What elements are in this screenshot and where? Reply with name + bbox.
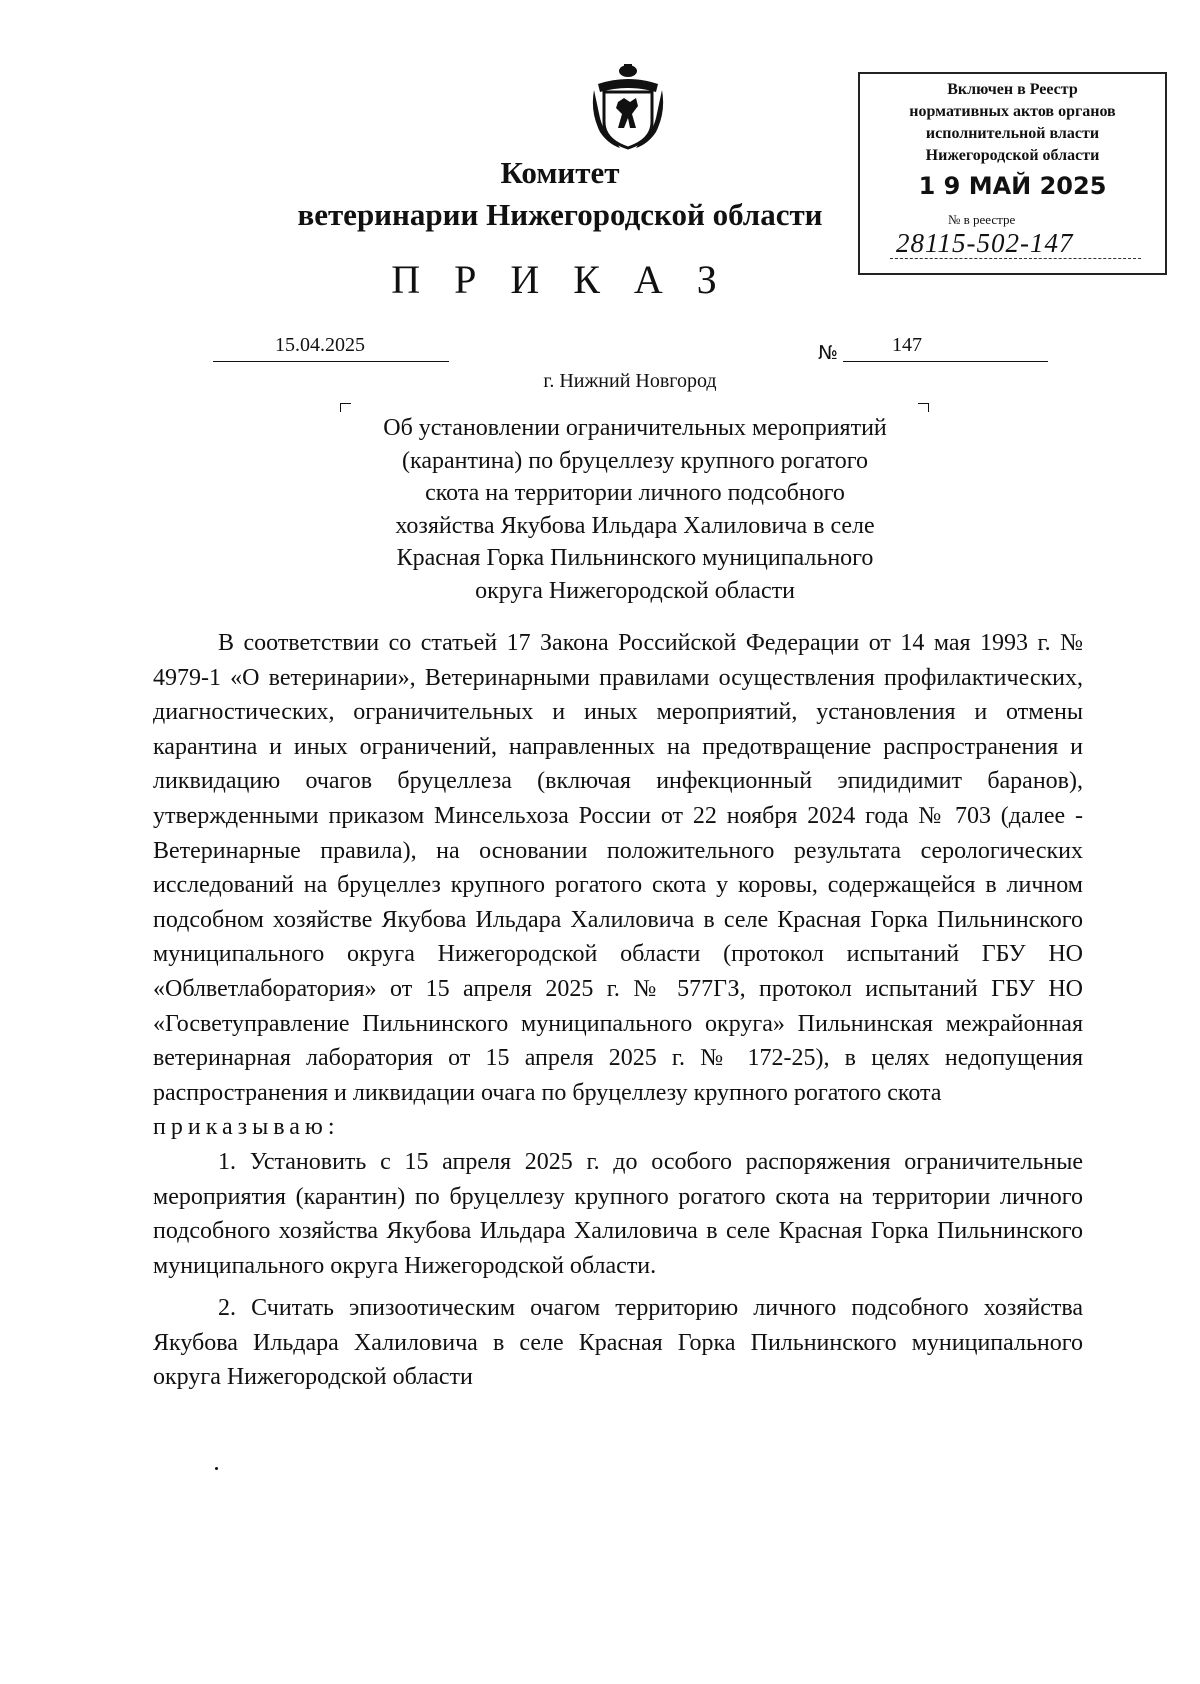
number-label: № xyxy=(818,342,838,364)
stamp-line: Нижегородской области xyxy=(925,147,1100,164)
order-date: 15.04.2025 xyxy=(275,334,365,356)
committee-full-name: ветеринарии Нижегородской области xyxy=(297,197,823,232)
stamp-registry-label: № в реестре xyxy=(948,212,1016,227)
stray-mark xyxy=(215,1467,218,1470)
date-underline xyxy=(213,361,449,362)
stamp-date: 1 9 МАЙ 2025 xyxy=(918,172,1107,200)
document-type: П Р И К А З xyxy=(391,257,729,302)
title-line: Красная Горка Пильнинского муниципального xyxy=(396,545,874,571)
stamp-divider xyxy=(890,258,1141,259)
number-underline xyxy=(843,361,1048,362)
title-corner-right xyxy=(918,403,929,412)
title-line: округа Нижегородской области xyxy=(475,577,795,604)
title-line: хозяйства Якубова Ильдара Халиловича в селе xyxy=(395,512,875,539)
title-line: скота на территории личного подсобного xyxy=(425,480,845,506)
order-word: приказываю: xyxy=(153,1114,340,1141)
title-corner-left xyxy=(340,403,351,412)
order-item-1: 1. Установить с 15 апреля 2025 г. до особого распоряжения ограничительные мероприятия (карантин) по бруцеллезу крупного рогатого скота на территории личного подсобного хозяйства Якубова Ильдара Халиловича в селе Красная Горка Пильнинского муниципального округа Нижегородской области. xyxy=(153,1148,1083,1279)
stamp-registry-number: 28115-502-147 xyxy=(896,228,1074,258)
city: г. Нижний Новгород xyxy=(543,370,717,392)
committee-name: Комитет xyxy=(500,155,620,190)
preamble-paragraph: В соответствии со статьей 17 Закона Российской Федерации от 14 мая 1993 г. № 4979-1 «О ветеринарии», Ветеринарными правилами осуществления профилактических, диагностических, ограничительных и иных мероприятий, установления и отмены карантина и иных ограничений, направленных на предотвращение распространения и ликвидацию очагов бруцеллеза (включая инфекционный эпидидимит баранов), утвержденными приказом Минсельхоза России от 22 ноября 2024 года № 703 (далее - Ветеринарные правила), на основании положительного результата серологических исследований на бруцеллез крупного рогатого скота у коровы, содержащейся в личном подсобном хозяйстве Якубова Ильдара Халиловича в селе Красная Горка Пильнинского муниципального округа Нижегородской области (протокол испытаний ГБУ НО «Облветлаборатория» от 15 апреля 2025 г. № 577ГЗ, протокол испытаний ГБУ НО «Госветуправление Пильнинского муниципального округа» Пильнинская межрайонная ветеринарная лаборатория от 15 апреля 2025 г. № 172-25), в целях недопущения распространения и ликвидации очага по бруцеллезу крупного рогатого скота xyxy=(153,630,1083,1106)
order-number: 147 xyxy=(892,334,922,356)
registry-stamp xyxy=(858,72,1167,275)
stamp-line: исполнительной власти xyxy=(925,125,1100,142)
order-title xyxy=(340,412,930,607)
stamp-line: нормативных актов органов xyxy=(909,103,1116,120)
stamp-line: Включен в Реестр xyxy=(947,81,1078,98)
coat-of-arms-icon xyxy=(590,62,666,152)
order-body xyxy=(153,626,1083,1395)
title-line: (карантина) по бруцеллезу крупного рогатого xyxy=(402,447,868,474)
title-line: Об установлении ограничительных мероприятий xyxy=(383,415,887,441)
order-item-2: 2. Считать эпизоотическим очагом территорию личного подсобного хозяйства Якубова Ильдара Халиловича в селе Красная Горка Пильнинского муниципального округа Нижегородской области xyxy=(153,1295,1083,1391)
